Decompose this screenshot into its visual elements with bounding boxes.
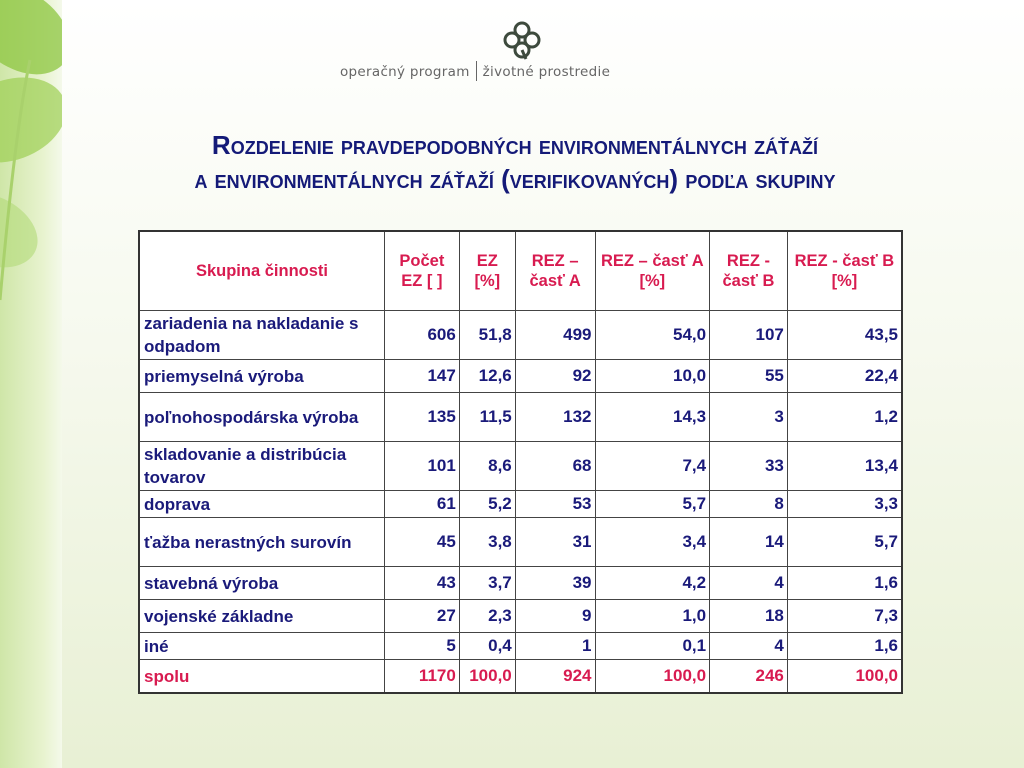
table-cell: 33: [710, 442, 788, 491]
program-header: [0, 0, 1024, 100]
table-cell-group: ťažba nerastných surovín: [139, 518, 384, 567]
table-cell-group: priemyselná výroba: [139, 360, 384, 393]
column-header: REZ - časť B: [710, 231, 788, 311]
table-row: [139, 360, 902, 393]
table-row: [139, 518, 902, 567]
data-table: [138, 230, 903, 694]
table-cell: 100,0: [459, 660, 515, 694]
table-row: [139, 393, 902, 442]
table-cell: 14: [710, 518, 788, 567]
column-header: Skupina činnosti: [139, 231, 384, 311]
table-cell: 18: [710, 600, 788, 633]
table-cell: 3: [710, 393, 788, 442]
table-cell-group: doprava: [139, 491, 384, 518]
table-cell: 499: [515, 311, 595, 360]
table-cell: 147: [384, 360, 459, 393]
table-cell: 7,3: [787, 600, 902, 633]
table-cell: 0,4: [459, 633, 515, 660]
table-cell-group: zariadenia na nakladanie s odpadom: [139, 311, 384, 360]
table-cell: 27: [384, 600, 459, 633]
table-row: [139, 633, 902, 660]
table-cell: 606: [384, 311, 459, 360]
table-cell: 4: [710, 633, 788, 660]
column-header: EZ [%]: [459, 231, 515, 311]
table-cell: 924: [515, 660, 595, 694]
table-row: [139, 491, 902, 518]
column-header: REZ – časť A [%]: [595, 231, 710, 311]
column-header: REZ – časť A: [515, 231, 595, 311]
table-cell-group: spolu: [139, 660, 384, 694]
table-cell: 246: [710, 660, 788, 694]
table-cell: 5,7: [595, 491, 710, 518]
table-cell: 55: [710, 360, 788, 393]
table-cell: 1,6: [787, 567, 902, 600]
table-cell: 132: [515, 393, 595, 442]
table-cell: 7,4: [595, 442, 710, 491]
program-name: [340, 61, 700, 81]
table-cell: 101: [384, 442, 459, 491]
table-cell: 0,1: [595, 633, 710, 660]
table-cell: 43,5: [787, 311, 902, 360]
column-header: REZ - časť B [%]: [787, 231, 902, 311]
table-cell: 43: [384, 567, 459, 600]
table-cell: 1: [515, 633, 595, 660]
program-name-right: životné prostredie: [482, 64, 611, 80]
table-cell: 22,4: [787, 360, 902, 393]
table-cell: 54,0: [595, 311, 710, 360]
table-cell: 9: [515, 600, 595, 633]
table-cell: 5,7: [787, 518, 902, 567]
table-cell: 8: [710, 491, 788, 518]
table-cell: 5: [384, 633, 459, 660]
table-cell: 14,3: [595, 393, 710, 442]
table-cell: 1,0: [595, 600, 710, 633]
table-cell: 11,5: [459, 393, 515, 442]
table-header-row: [139, 231, 902, 311]
table-cell-group: iné: [139, 633, 384, 660]
table-cell: 3,8: [459, 518, 515, 567]
table-cell-group: poľnohospodárska výroba: [139, 393, 384, 442]
table-cell: 1170: [384, 660, 459, 694]
table-cell: 1,6: [787, 633, 902, 660]
slide-title-line2: a environmentálnych záťaží (verifikovaných) podľa skupiny: [194, 164, 836, 194]
table-cell: 13,4: [787, 442, 902, 491]
table-row: [139, 600, 902, 633]
table-cell: 3,7: [459, 567, 515, 600]
slide-title: [70, 128, 960, 196]
table-cell: 8,6: [459, 442, 515, 491]
table-row-total: [139, 660, 902, 694]
table-cell: 61: [384, 491, 459, 518]
table-cell: 4,2: [595, 567, 710, 600]
table-cell: 53: [515, 491, 595, 518]
table-cell: 100,0: [595, 660, 710, 694]
table-cell: 3,3: [787, 491, 902, 518]
table-cell: 12,6: [459, 360, 515, 393]
table-cell: 31: [515, 518, 595, 567]
table-cell: 100,0: [787, 660, 902, 694]
table-cell: 5,2: [459, 491, 515, 518]
table-cell: 68: [515, 442, 595, 491]
program-name-left: operačný program: [340, 64, 470, 80]
table-cell-group: vojenské základne: [139, 600, 384, 633]
table-row: [139, 442, 902, 491]
table-cell-group: skladovanie a distribúcia tovarov: [139, 442, 384, 491]
table-cell: 45: [384, 518, 459, 567]
table-cell: 1,2: [787, 393, 902, 442]
table-cell: 39: [515, 567, 595, 600]
table-row: [139, 567, 902, 600]
table-cell: 51,8: [459, 311, 515, 360]
table-row: [139, 311, 902, 360]
table-cell: 4: [710, 567, 788, 600]
table-cell: 135: [384, 393, 459, 442]
table-cell: 107: [710, 311, 788, 360]
slide-title-line1: Rozdelenie pravdepodobných environmentálnych záťaží: [211, 130, 819, 160]
program-name-separator: [476, 61, 477, 81]
table-cell: 92: [515, 360, 595, 393]
table-cell: 2,3: [459, 600, 515, 633]
table-cell: 3,4: [595, 518, 710, 567]
column-header: Počet EZ [ ]: [384, 231, 459, 311]
clover-logo-icon: [502, 20, 542, 60]
left-decoration-strip: [0, 0, 62, 768]
table-cell: 10,0: [595, 360, 710, 393]
table-cell-group: stavebná výroba: [139, 567, 384, 600]
